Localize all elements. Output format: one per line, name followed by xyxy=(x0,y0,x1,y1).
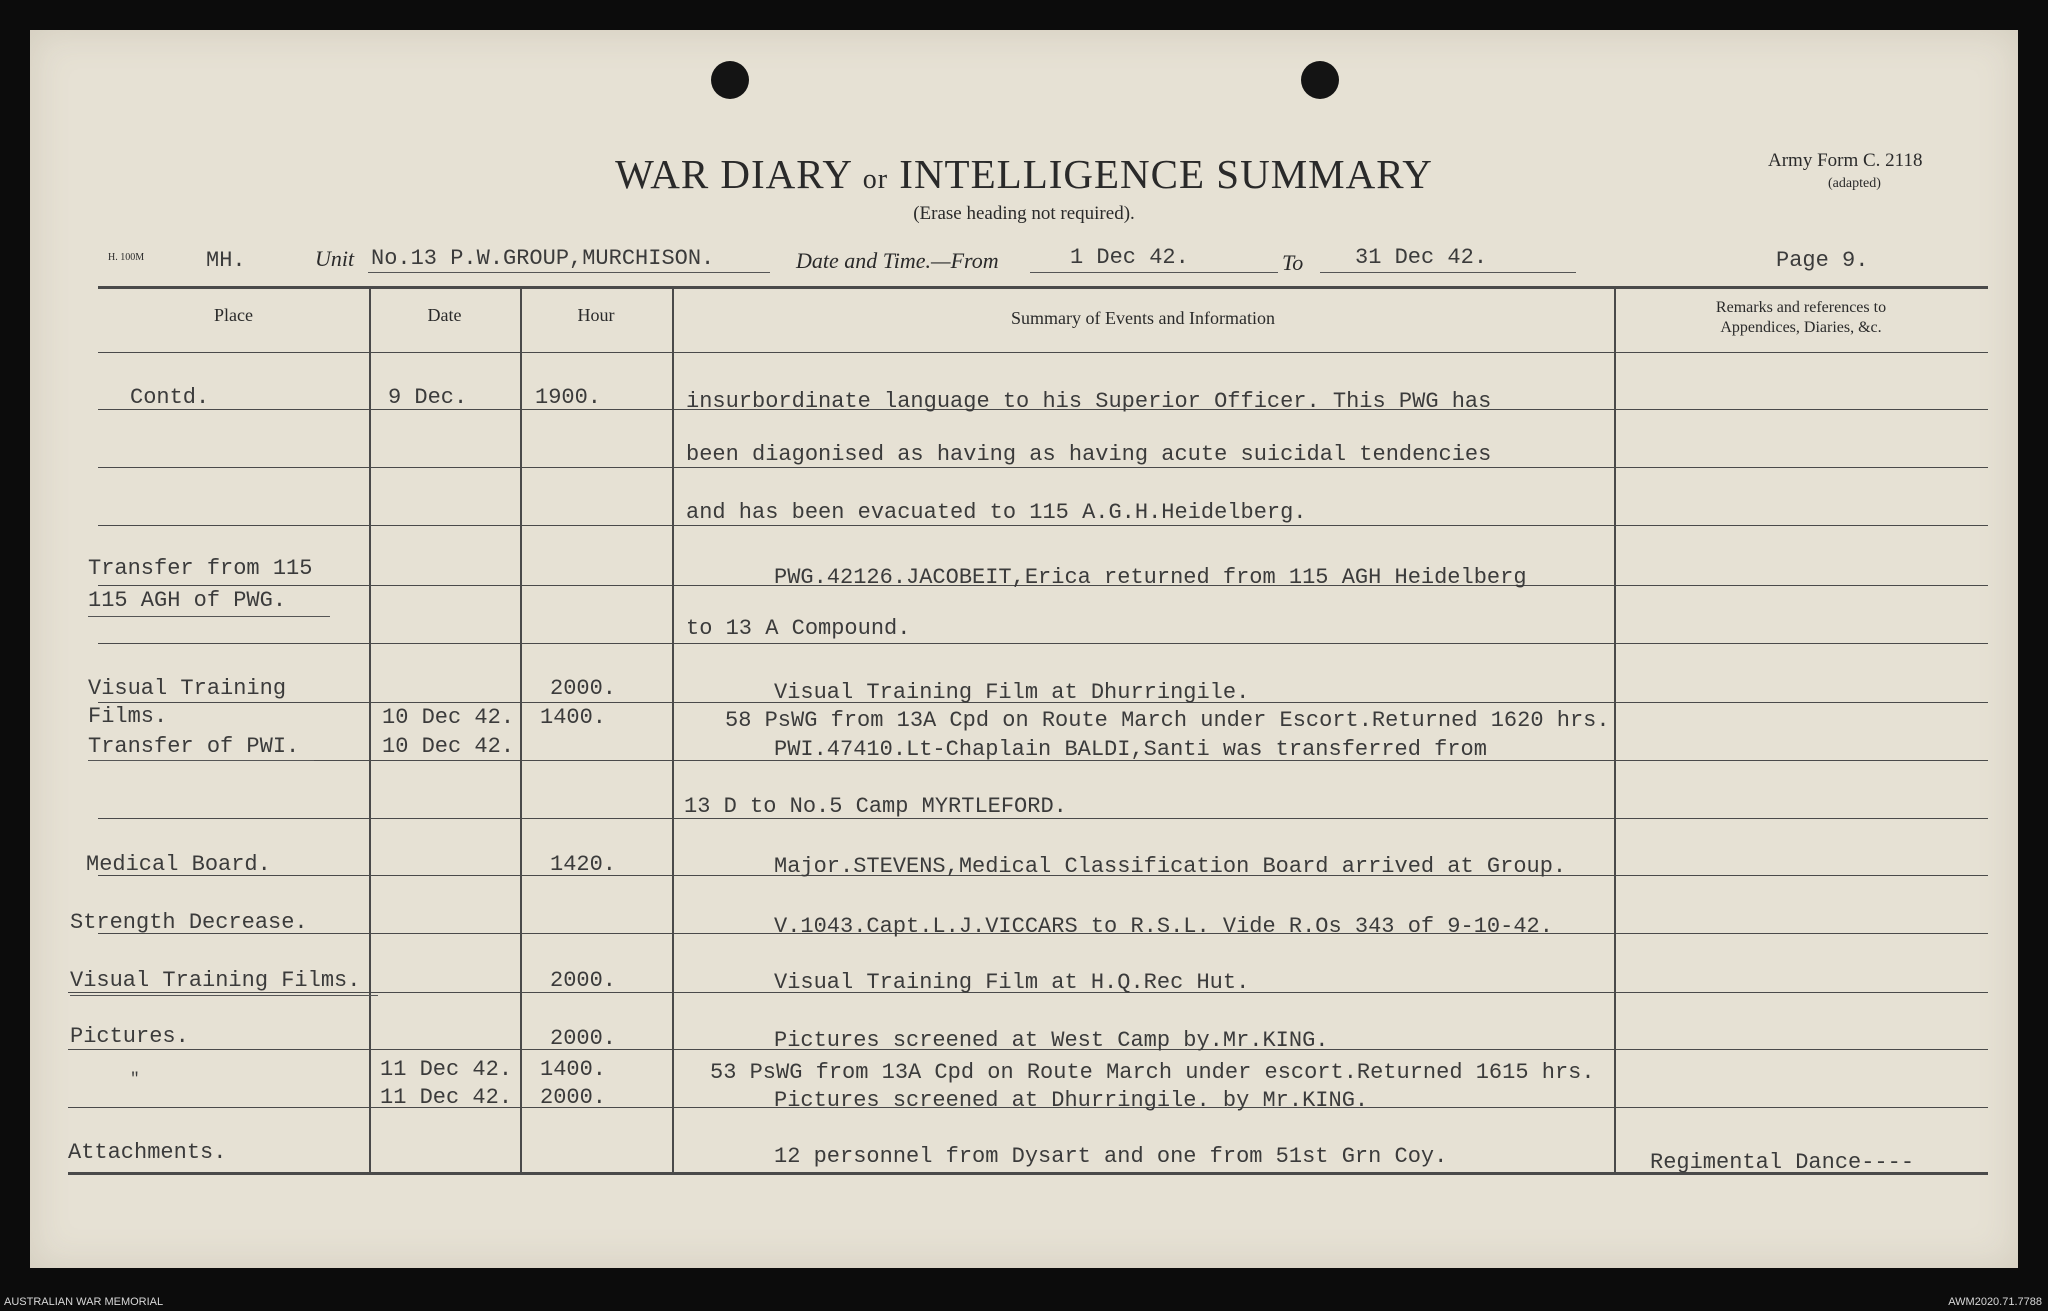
footer-credit: AUSTRALIAN WAR MEMORIAL xyxy=(4,1296,164,1308)
from-underline xyxy=(1030,272,1278,273)
place-cell: Attachments. xyxy=(68,1140,227,1165)
place-cell: " xyxy=(130,1070,140,1088)
col-header-summary: Summary of Events and Information xyxy=(1011,308,1275,328)
hour-cell: 1400. xyxy=(540,1057,607,1082)
summary-cell: Pictures screened at West Camp by.Mr.KING. xyxy=(774,1028,1329,1053)
to-underline xyxy=(1320,272,1576,273)
summary-cell: 53 PsWG from 13A Cpd on Route March under escort.Returned 1615 hrs. xyxy=(710,1060,1595,1085)
unit-value: No.13 P.W.GROUP,MURCHISON. xyxy=(371,246,715,271)
summary-cell: to 13 A Compound. xyxy=(686,616,911,641)
unit-label: Unit xyxy=(315,246,355,271)
summary-cell: V.1043.Capt.L.J.VICCARS to R.S.L. Vide R.Os 343 of 9-10-42. xyxy=(774,914,1553,939)
summary-cell: been diagonised as having as having acute suicidal tendencies xyxy=(686,442,1492,467)
summary-cell: Visual Training Film at Dhurringile. xyxy=(774,680,1250,705)
remarks-cell: Regimental Dance---- xyxy=(1650,1150,1915,1175)
hour-cell: 2000. xyxy=(550,968,617,993)
col-divider-3 xyxy=(672,286,674,1174)
summary-cell: Pictures screened at Dhurringile. by Mr.KING. xyxy=(774,1088,1369,1113)
form-title: WAR DIARY or INTELLIGENCE SUMMARY xyxy=(615,151,1433,197)
hour-cell: 1400. xyxy=(540,705,607,730)
date-cell: 9 Dec. xyxy=(388,385,468,410)
place-cell: Contd. xyxy=(130,385,210,410)
place-underline xyxy=(88,760,314,761)
row-rule xyxy=(98,352,1988,353)
hour-cell: 1420. xyxy=(550,852,617,877)
hour-cell: 2000. xyxy=(550,1026,617,1051)
unit-underline xyxy=(368,272,770,273)
date-cell: 10 Dec 42. xyxy=(382,705,515,730)
page-number: Page 9. xyxy=(1776,248,1869,273)
date-cell: 10 Dec 42. xyxy=(382,734,515,759)
row-rule xyxy=(98,643,1988,644)
army-form-adapted: (adapted) xyxy=(1828,176,1881,191)
header-prefix: MH. xyxy=(206,248,246,273)
place-underline xyxy=(70,995,378,996)
print-code: H. 100M xyxy=(108,252,145,263)
table-top-rule xyxy=(98,286,1988,289)
summary-cell: Visual Training Film at H.Q.Rec Hut. xyxy=(774,970,1250,995)
army-form-number: Army Form C. 2118 xyxy=(1768,150,1923,171)
form-subtitle: (Erase heading not required). xyxy=(913,203,1135,224)
place-cell: Medical Board. xyxy=(86,852,271,877)
place-cell: Pictures. xyxy=(70,1024,189,1049)
place-underline xyxy=(88,616,330,617)
col-header-remarks xyxy=(1614,298,1988,338)
row-rule xyxy=(98,467,1988,468)
summary-cell: Major.STEVENS,Medical Classification Board arrived at Group. xyxy=(774,854,1567,879)
col-header-date: Date xyxy=(427,305,462,325)
remarks-header-line1: Remarks and references to xyxy=(1715,299,1887,316)
place-cell: Visual Training xyxy=(88,676,287,701)
place-cell: Visual Training Films. xyxy=(70,968,361,993)
col-divider-1 xyxy=(369,286,371,1174)
summary-cell: 58 PsWG from 13A Cpd on Route March under Escort.Returned 1620 hrs. xyxy=(725,708,1610,733)
date-cell: 11 Dec 42. xyxy=(380,1085,513,1110)
place-cell: Strength Decrease. xyxy=(70,910,308,935)
remarks-header-line2: Appendices, Diaries, &c. xyxy=(1720,319,1882,336)
row-rule xyxy=(98,525,1988,526)
hour-cell: 2000. xyxy=(550,676,617,701)
summary-cell: PWG.42126.JACOBEIT,Erica returned from 115 AGH Heidelberg xyxy=(774,565,1527,590)
col-divider-4 xyxy=(1614,286,1616,1174)
from-date: 1 Dec 42. xyxy=(1070,245,1189,270)
punch-hole-right xyxy=(1301,61,1339,99)
place-cell: Transfer from 115 xyxy=(88,556,313,581)
diary-page xyxy=(30,30,2018,1268)
summary-cell: and has been evacuated to 115 A.G.H.Heidelberg. xyxy=(686,500,1307,525)
punch-hole-left xyxy=(711,61,749,99)
summary-cell: insurbordinate language to his Superior Officer. This PWG has xyxy=(686,389,1492,414)
date-cell: 11 Dec 42. xyxy=(380,1057,513,1082)
date-time-label: Date and Time.—From xyxy=(796,248,999,273)
col-header-hour: Hour xyxy=(577,305,615,325)
place-cell: 115 AGH of PWG. xyxy=(88,588,287,613)
to-label: To xyxy=(1282,250,1304,275)
hour-cell: 1900. xyxy=(535,385,602,410)
to-date: 31 Dec 42. xyxy=(1355,245,1488,270)
hour-cell: 2000. xyxy=(540,1085,607,1110)
col-header-place: Place xyxy=(214,305,253,325)
summary-cell: 13 D to No.5 Camp MYRTLEFORD. xyxy=(684,794,1067,819)
summary-cell: PWI.47410.Lt-Chaplain BALDI,Santi was transferred from xyxy=(774,737,1487,762)
col-divider-2 xyxy=(520,286,522,1174)
footer-accession: AWM2020.71.7788 xyxy=(1948,1296,2042,1308)
summary-cell: 12 personnel from Dysart and one from 51st Grn Coy. xyxy=(774,1144,1448,1169)
place-cell: Films. xyxy=(88,704,168,729)
place-cell: Transfer of PWI. xyxy=(88,734,300,759)
